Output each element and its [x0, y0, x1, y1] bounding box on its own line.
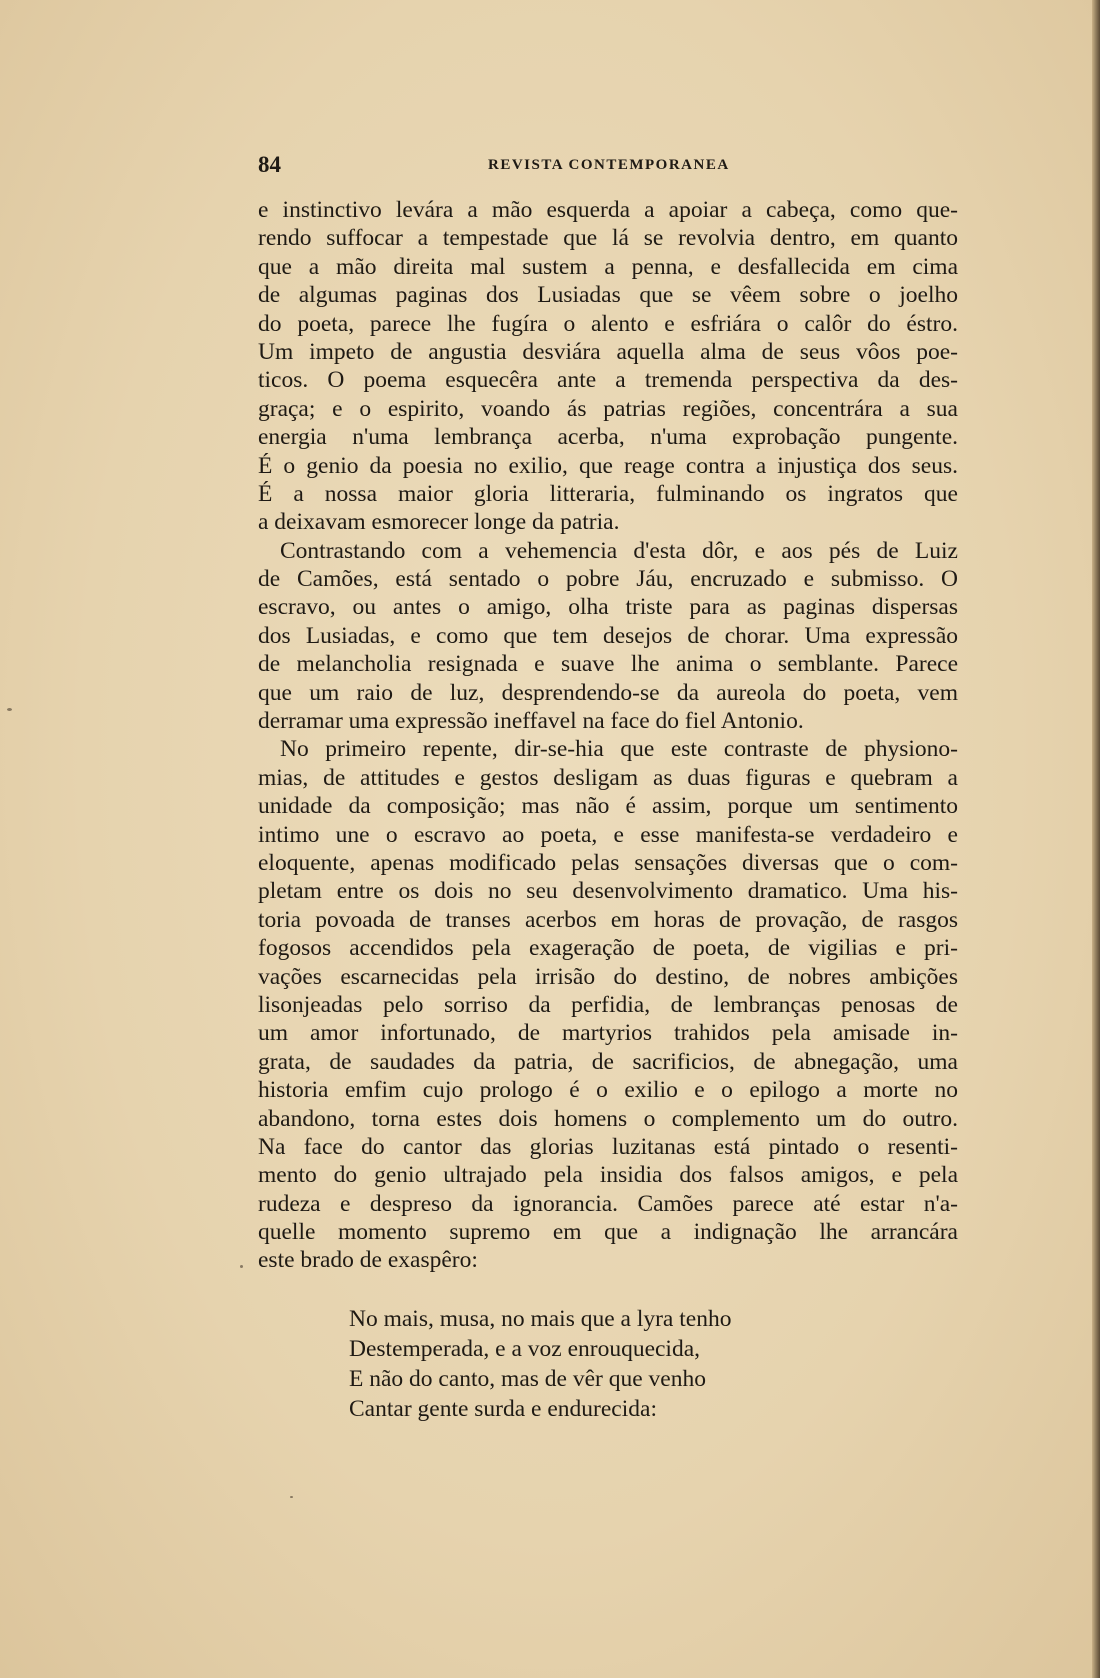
text-line: dos Lusiadas, e como que tem desejos de chorar. Uma expressão — [258, 622, 958, 649]
text-line: intimo une o escravo ao poeta, e esse manifesta-se verdadeiro e — [258, 821, 958, 848]
text-line: fogosos accendidos pela exageração de poeta, de vigilias e pri- — [258, 935, 958, 962]
text-line: do poeta, parece lhe fugíra o alento e esfriára o calôr do éstro. — [258, 310, 958, 337]
text-line: eloquente, apenas modificado pelas sensações diversas que o com- — [258, 849, 958, 876]
text-line: É o genio da poesia no exilio, que reage contra a injustiça dos seus. — [258, 452, 958, 479]
text-line: ticos. O poema esquecêra ante a tremenda perspectiva da des- — [258, 367, 958, 394]
text-line: No primeiro repente, dir-se-hia que este contraste de physiono- — [280, 736, 958, 763]
page-header — [258, 152, 938, 182]
text-line: É a nossa maior gloria litteraria, fulminando os ingratos que — [258, 480, 958, 507]
verse-line: Cantar gente surda e endurecida: — [349, 1396, 657, 1422]
text-line: lisonjeadas pelo sorriso da perfidia, de lembranças penosas de — [258, 991, 958, 1018]
running-title: REVISTA CONTEMPORANEA — [488, 157, 730, 173]
verse-line: E não do canto, mas de vêr que venho — [349, 1366, 706, 1392]
text-line: Na face do cantor das glorias luzitanas está pintado o resenti- — [258, 1133, 958, 1160]
text-line: e instinctivo levára a mão esquerda a apoiar a cabeça, como que- — [258, 197, 958, 223]
text-line: escravo, ou antes o amigo, olha triste para as paginas dispersas — [258, 594, 958, 621]
text-line: que um raio de luz, desprendendo-se da aureola do poeta, vem — [258, 679, 958, 706]
ink-speck — [240, 1265, 243, 1268]
paragraph-2 — [258, 537, 958, 736]
text-line: pletam entre os dois no seu desenvolvimento dramatico. Uma his- — [258, 878, 958, 905]
ink-speck — [7, 708, 12, 711]
text-line: unidade da composição; mas não é assim, porque um sentimento — [258, 793, 958, 820]
text-line: mias, de attitudes e gestos desligam as duas figuras e quebram a — [258, 764, 958, 791]
text-line: graça; e o espirito, voando ás patrias regiões, concentrára a sua — [258, 395, 958, 422]
paragraph-3 — [258, 735, 958, 1274]
text-line: historia emfim cujo prologo é o exilio e o epilogo a morte no — [258, 1077, 958, 1104]
text-line: abandono, torna estes dois homens o complemento um do outro. — [258, 1105, 958, 1132]
text-line: derramar uma expressão ineffavel na face do fiel Antonio. — [258, 708, 804, 735]
ink-speck — [290, 1496, 293, 1498]
text-line: este brado de exaspêro: — [258, 1247, 478, 1274]
text-line: Um impeto de angustia desviára aquella alma de seus vôos poe- — [258, 338, 958, 365]
text-line: rudeza e despreso da ignorancia. Camões parece até estar n'a- — [258, 1190, 958, 1217]
text-line: de Camões, está sentado o pobre Jáu, encruzado e submisso. O — [258, 566, 958, 593]
text-line: mento do genio ultrajado pela insidia dos falsos amigos, e pela — [258, 1162, 958, 1189]
text-line: a deixavam esmorecer longe da patria. — [258, 509, 620, 536]
text-line: um amor infortunado, de martyrios trahidos pela amisade in- — [258, 1020, 958, 1047]
page-edge-shadow — [1092, 0, 1100, 1678]
verse-quote — [349, 1304, 829, 1424]
text-line: toria povoada de transes acerbos em horas de provação, de rasgos — [258, 906, 958, 933]
text-line: Contrastando com a vehemencia d'esta dôr, e aos pés de Luiz — [280, 537, 958, 564]
text-line: rendo suffocar a tempestade que lá se revolvia dentro, em quanto — [258, 225, 958, 252]
text-line: quelle momento supremo em que a indignação lhe arrancára — [258, 1219, 958, 1246]
text-line: de algumas paginas dos Lusiadas que se vêem sobre o joelho — [258, 282, 958, 309]
verse-line: Destemperada, e a voz enrouquecida, — [349, 1336, 701, 1362]
text-line: que a mão direita mal sustem a penna, e desfallecida em cima — [258, 253, 958, 280]
paragraph-1 — [258, 196, 958, 537]
text-line: vações escarnecidas pela irrisão do destino, de nobres ambições — [258, 963, 958, 990]
text-line: de melancholia resignada e suave lhe anima o semblante. Parece — [258, 651, 958, 678]
body-text — [258, 196, 958, 1275]
text-line: grata, de saudades da patria, de sacrificios, de abnegação, uma — [258, 1048, 958, 1075]
verse-line: No mais, musa, no mais que a lyra tenho — [349, 1306, 732, 1332]
page-number: 84 — [258, 152, 281, 177]
text-line: energia n'uma lembrança acerba, n'uma exprobação pungente. — [258, 424, 958, 451]
